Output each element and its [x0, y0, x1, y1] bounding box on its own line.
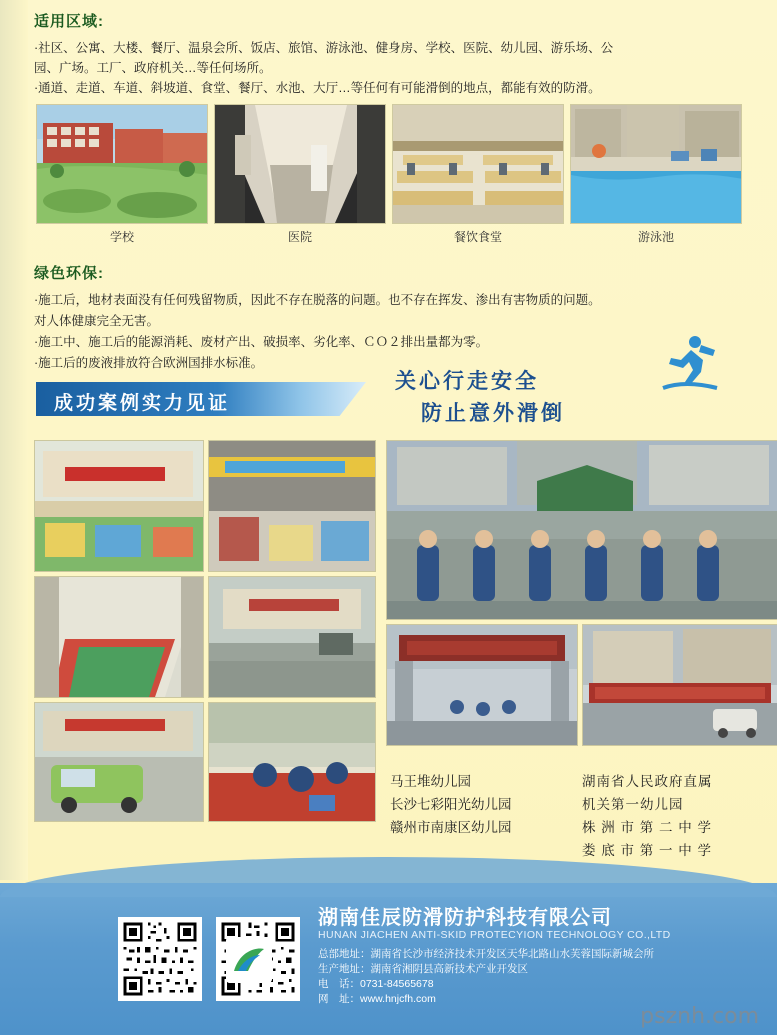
green-section-title: 绿色环保: — [34, 265, 104, 282]
case-photo-school-gate — [208, 576, 376, 698]
case-captions-left — [390, 770, 558, 862]
footer-contact-block — [318, 947, 654, 1007]
green-line-2: 对人体健康完全无害。 — [34, 314, 160, 328]
case-caption-r4: 娄 底 市 第 一 中 学 — [582, 843, 713, 858]
slogan-line-2: 防止意外滑倒 — [421, 400, 565, 425]
case-photo-kindergarten-1 — [34, 440, 204, 572]
footer-company-name-en: HUNAN JIACHEN ANTI-SKID PROTECYION TECHNOLOGY CO.,LTD — [318, 929, 671, 941]
applicable-line-1: ·社区、公寓、大楼、餐厅、温泉会所、饭店、旅馆、游泳池、健身房、学校、医院、幼儿园、游乐场、公 — [34, 41, 614, 55]
photo-hospital — [214, 104, 386, 224]
watermark: psznh.com — [640, 1004, 759, 1029]
applicable-photo-captions — [36, 228, 742, 245]
case-caption-l2: 长沙七彩阳光幼儿园 — [390, 797, 512, 812]
case-photo-kindergarten-2 — [208, 440, 376, 572]
footer-wave — [0, 857, 777, 897]
case-photo-building-gate — [582, 624, 777, 746]
case-photo-corridor — [34, 576, 204, 698]
slogan-line-1: 关心行走安全 — [395, 368, 539, 393]
slogan-block — [395, 365, 625, 429]
case-banner — [36, 382, 366, 416]
case-photo-group-main — [386, 440, 777, 620]
footer-address-factory: 生产地址：湖南省湘阴县高新技术产业开发区 — [318, 963, 528, 975]
photo-canteen — [392, 104, 564, 224]
case-captions — [390, 770, 750, 862]
case-caption-l1: 马王堆幼儿园 — [390, 774, 471, 789]
caption-canteen: 餐饮食堂 — [453, 230, 502, 244]
green-line-4: ·施工后的废液排放符合欧洲国排水标准。 — [34, 356, 264, 370]
caption-school: 学校 — [109, 230, 134, 244]
case-caption-r2: 机关第一幼儿园 — [582, 797, 684, 812]
photo-school — [36, 104, 208, 224]
caption-hospital: 医院 — [287, 230, 312, 244]
footer-address-head: 总部地址：湖南省长沙市经济技术开发区天华北路山水芙蓉国际新城会所 — [318, 948, 654, 960]
footer-website[interactable]: 网 址：www.hnjcfh.com — [318, 993, 436, 1005]
applicable-areas-title: 适用区域: — [34, 13, 104, 30]
footer-phone: 电 话：0731-84565678 — [318, 978, 434, 990]
case-photo-workers — [208, 702, 376, 822]
applicable-photo-row — [36, 104, 742, 224]
applicable-areas-section — [34, 10, 746, 99]
page-left-edge — [0, 0, 28, 880]
caption-pool: 游泳池 — [637, 230, 674, 244]
qr-code-1 — [118, 917, 202, 1001]
applicable-line-3: ·通道、走道、车道、斜坡道、食堂、餐厅、水池、大厅…等任何有可能滑倒的地点，都能有效的防滑。 — [34, 81, 601, 95]
case-photo-middle-school-gate — [386, 624, 578, 746]
applicable-line-2: 园、广场。工厂、政府机关…等任何场所。 — [34, 61, 272, 75]
case-captions-right — [582, 770, 750, 862]
green-line-1: ·施工后，地材表面没有任何残留物质，因此不存在脱落的问题。也不存在挥发、渗出有害物质的问题。 — [34, 293, 601, 307]
case-banner-label: 成功案例实力见证 — [54, 393, 231, 414]
case-caption-r1: 湖南省人民政府直属 — [582, 774, 713, 789]
green-line-3: ·施工中、施工后的能源消耗、废材产出、破损率、劣化率、ＣＯ２排出量都为零。 — [34, 335, 489, 349]
green-environment-section — [34, 262, 734, 375]
case-caption-l3: 赣州市南康区幼儿园 — [390, 820, 512, 835]
runner-icon — [655, 330, 725, 400]
footer — [0, 883, 777, 1035]
footer-company-name: 湖南佳辰防滑防护科技有限公司 — [318, 907, 612, 929]
case-caption-r3: 株 洲 市 第 二 中 学 — [582, 820, 713, 835]
photo-swimming-pool — [570, 104, 742, 224]
case-photo-van — [34, 702, 204, 822]
company-logo — [226, 937, 272, 983]
